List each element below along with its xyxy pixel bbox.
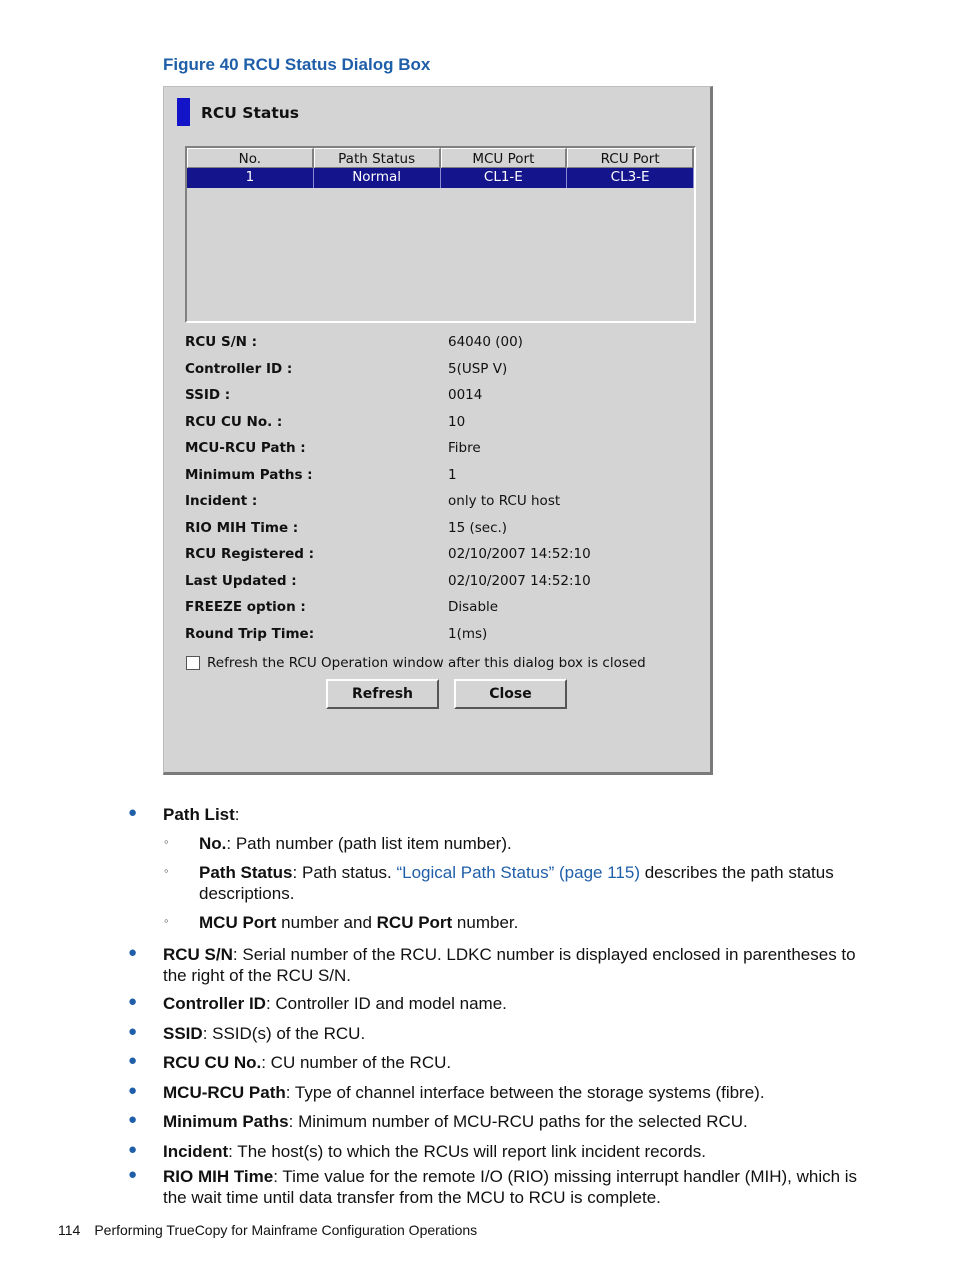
bullet-icon: ● <box>128 1052 138 1069</box>
sub-bullet-icon: ◦ <box>164 913 169 928</box>
description: : <box>234 805 240 824</box>
description: : The host(s) to which the RCUs will report link incident records. <box>228 1142 706 1161</box>
description: : Serial number of the RCU. LDKC number is displayed enclosed in parentheses to <box>232 945 856 964</box>
list-item <box>163 1023 365 1044</box>
description: : Minimum number of MCU-RCU paths for the selected RCU. <box>288 1112 748 1131</box>
sub-bullet-icon: ◦ <box>164 834 169 849</box>
title-marker <box>177 98 190 126</box>
term: SSID <box>163 1024 203 1043</box>
bullet-icon: ● <box>128 1023 138 1040</box>
bullet-icon: ● <box>128 993 138 1010</box>
description: : Path status. <box>292 863 397 882</box>
bullet-icon: ● <box>128 1166 138 1183</box>
list-item <box>163 1111 748 1132</box>
dialog-title: RCU Status <box>201 104 299 122</box>
info-row <box>185 387 685 414</box>
info-label: Incident : <box>185 493 258 509</box>
list-item-continuation: the wait time until data transfer from the MCU to RCU is complete. <box>163 1188 661 1207</box>
term: No. <box>199 834 227 853</box>
page-number: 114 <box>58 1222 81 1238</box>
description: : Controller ID and model name. <box>265 994 507 1013</box>
description: number and <box>276 913 377 932</box>
bullet-icon: ● <box>128 944 138 961</box>
term: Controller ID <box>163 994 266 1013</box>
column-header-path-status[interactable]: Path Status <box>314 148 441 168</box>
info-value: only to RCU host <box>448 493 561 509</box>
description: : SSID(s) of the RCU. <box>202 1024 366 1043</box>
term: MCU Port <box>199 913 277 932</box>
term: Incident <box>163 1142 229 1161</box>
list-item-continuation: descriptions. <box>199 884 295 903</box>
cell-rcu-port: CL3-E <box>567 168 694 188</box>
bullet-icon: ● <box>128 1082 138 1099</box>
info-label: MCU-RCU Path : <box>185 440 306 456</box>
term: RCU S/N <box>163 945 233 964</box>
info-value: 64040 (00) <box>448 334 523 350</box>
info-row <box>185 440 685 467</box>
cell-no: 1 <box>187 168 314 188</box>
info-label: Minimum Paths : <box>185 466 313 483</box>
info-value: 0014 <box>448 387 483 403</box>
term: RCU CU No. <box>163 1053 262 1072</box>
term: Path List <box>163 805 235 824</box>
term: MCU-RCU Path <box>163 1083 286 1102</box>
info-label: RIO MIH Time : <box>185 519 299 536</box>
table-header <box>187 148 694 168</box>
refresh-button[interactable]: Refresh <box>326 679 439 709</box>
info-value: 10 <box>448 413 466 430</box>
info-label: Controller ID : <box>185 360 293 377</box>
list-item <box>163 993 507 1014</box>
sub-bullet-icon: ◦ <box>164 863 169 878</box>
cell-mcu-port: CL1-E <box>441 168 568 188</box>
info-label: Round Trip Time: <box>185 625 315 642</box>
info-value: Disable <box>448 599 499 615</box>
term: Path Status <box>199 863 293 882</box>
info-label: RCU Registered : <box>185 546 315 562</box>
refresh-checkbox[interactable] <box>186 656 200 670</box>
list-item <box>199 862 834 883</box>
bullet-icon: ● <box>128 804 138 821</box>
description: : Type of channel interface between the storage systems (fibre). <box>285 1083 765 1102</box>
info-row <box>185 573 685 600</box>
term: Minimum Paths <box>163 1112 289 1131</box>
table-row[interactable] <box>187 168 694 188</box>
description: number. <box>452 913 519 932</box>
column-header-mcu-port[interactable]: MCU Port <box>441 148 568 168</box>
info-value: 02/10/2007 14:52:10 <box>448 546 591 562</box>
info-value: Fibre <box>448 440 481 456</box>
footer-title: Performing TrueCopy for Mainframe Configuration Operations <box>94 1222 478 1238</box>
close-button[interactable]: Close <box>454 679 567 709</box>
list-item <box>163 1166 857 1187</box>
info-value: 1 <box>448 466 457 483</box>
bullet-icon: ● <box>128 1141 138 1158</box>
description: : CU number of the RCU. <box>261 1053 452 1072</box>
description: describes the path status <box>639 863 834 882</box>
bullet-icon: ● <box>128 1111 138 1128</box>
info-row <box>185 361 685 388</box>
info-value: 5(USP V) <box>448 360 508 377</box>
figure-caption: Figure 40 RCU Status Dialog Box <box>163 55 431 74</box>
list-item <box>163 1082 765 1103</box>
info-label: RCU S/N : <box>185 334 258 350</box>
info-row <box>185 414 685 441</box>
rcu-status-dialog <box>163 86 713 775</box>
page-footer <box>58 1222 491 1238</box>
info-row <box>185 520 685 547</box>
info-label: SSID : <box>185 387 231 403</box>
path-list-table[interactable] <box>185 146 696 323</box>
info-label: Last Updated : <box>185 572 297 589</box>
info-label: RCU CU No. : <box>185 413 283 430</box>
column-header-no[interactable]: No. <box>187 148 314 168</box>
info-row <box>185 493 685 520</box>
rcu-info-list <box>185 334 685 652</box>
info-label: FREEZE option : <box>185 599 306 615</box>
info-value: 15 (sec.) <box>448 519 508 536</box>
refresh-option <box>186 655 646 671</box>
column-header-rcu-port[interactable]: RCU Port <box>567 148 694 168</box>
list-item <box>199 912 518 933</box>
info-row <box>185 334 685 361</box>
info-row <box>185 546 685 573</box>
list-item <box>163 1141 706 1162</box>
info-row <box>185 467 685 494</box>
cell-path-status: Normal <box>314 168 441 188</box>
logical-path-status-link[interactable]: “Logical Path Status” (page 115) <box>396 863 640 882</box>
term: RCU Port <box>376 913 453 932</box>
info-value: 1(ms) <box>448 625 488 642</box>
refresh-checkbox-label: Refresh the RCU Operation window after this dialog box is closed <box>207 655 646 671</box>
term: RIO MIH Time <box>163 1167 274 1186</box>
list-item <box>163 1052 451 1073</box>
info-row <box>185 626 685 653</box>
description: : Time value for the remote I/O (RIO) missing interrupt handler (MIH), which is <box>273 1167 858 1186</box>
list-item <box>199 833 512 854</box>
info-row <box>185 599 685 626</box>
list-item-continuation: the right of the RCU S/N. <box>163 966 352 985</box>
list-item <box>163 804 240 825</box>
list-item <box>163 944 856 965</box>
info-value: 02/10/2007 14:52:10 <box>448 572 591 589</box>
description: : Path number (path list item number). <box>226 834 512 853</box>
